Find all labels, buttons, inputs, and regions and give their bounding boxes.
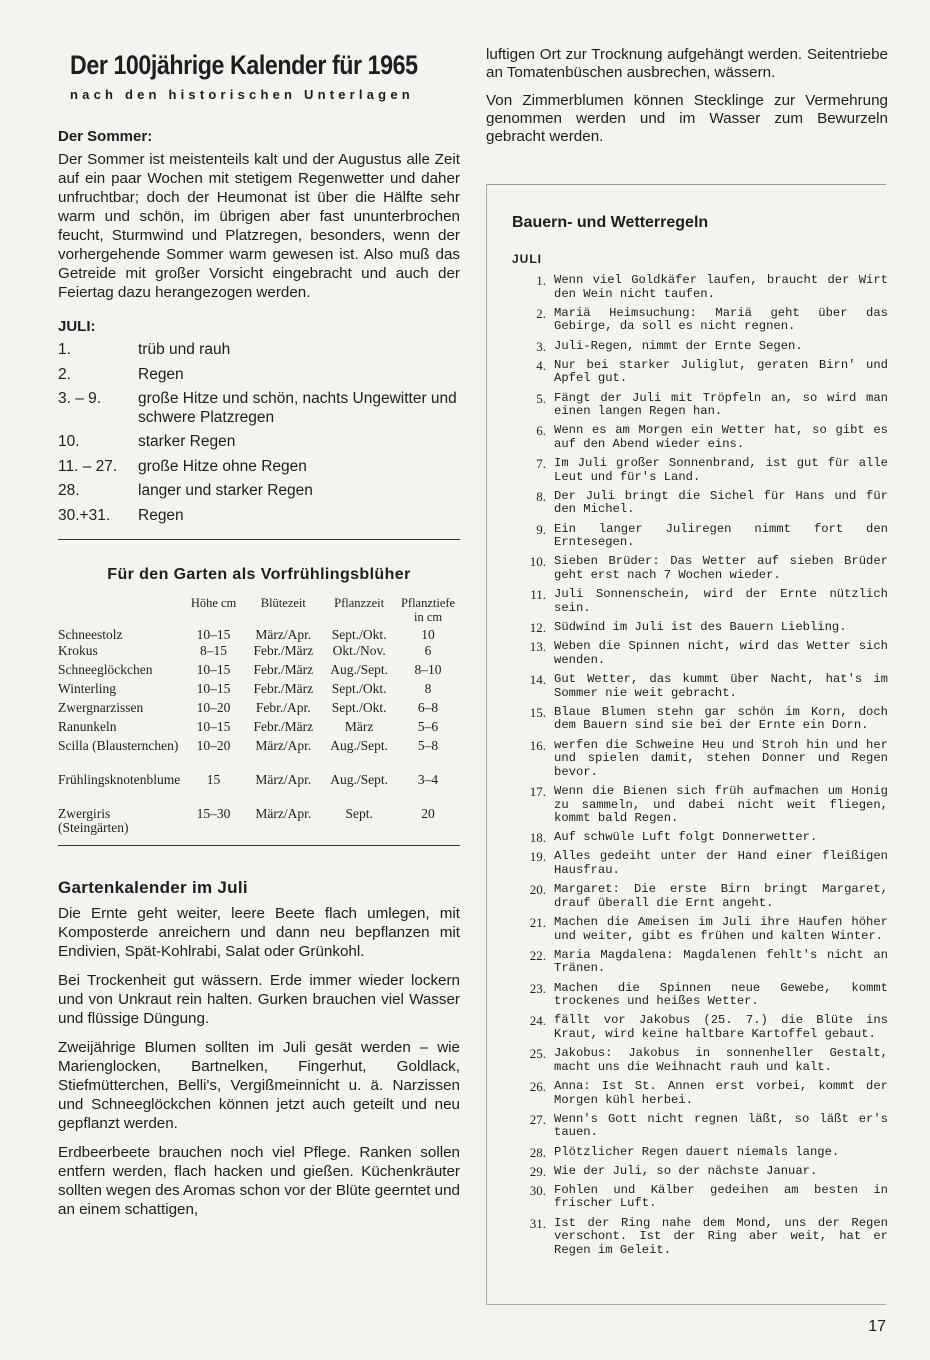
rule-number: 9. <box>536 521 546 537</box>
page-title: Der 100jährige Kalender für 1965 <box>70 50 418 80</box>
rule-text: Südwind im Juli ist des Bauern Liebling. <box>554 620 847 634</box>
rule-text: Gut Wetter, das kummt über Nacht, hat's im Sommer nie weit gebracht. <box>554 671 888 700</box>
flower-height: 10–20 <box>196 700 231 715</box>
summer-text: Der Sommer ist meistenteils kalt und der Augustus alle Zeit auf ein paar Wochen mit stetigem Regenwetter und daher unfruchtbar; doch der Heumonat ist über die Hälfte sehr warm und schön, im übrigen aber fast ununterbrochen feucht, Sturmwind und Platzregen, besonders, wenn der vorhergehende Sommer warm gewesen ist. Also muß das Getreide mit großer Vorsicht eingebracht und auch der Feiertag dazu herangezogen werden. <box>58 151 460 301</box>
rule-number: 4. <box>536 357 546 373</box>
list-item <box>512 640 888 667</box>
rule-number: 22. <box>529 947 546 963</box>
flower-bloom: Febr./März <box>253 719 314 734</box>
flower-plant: Aug./Sept. <box>330 738 389 753</box>
list-item <box>512 785 888 826</box>
list-item <box>58 507 460 526</box>
flower-height: 10–20 <box>196 738 231 753</box>
juli-date: 30.+31. <box>58 506 111 524</box>
rule-number: 3. <box>536 338 546 354</box>
rule-number: 25. <box>529 1046 546 1062</box>
rule-number: 31. <box>529 1215 546 1231</box>
rule-number: 14. <box>529 671 546 687</box>
list-item <box>512 1217 888 1258</box>
rule-number: 29. <box>529 1163 546 1179</box>
table-row <box>58 807 460 837</box>
list-item <box>512 739 888 780</box>
rule-text: werfen die Schweine Heu und Stroh hin und her und spielen damit, stehen Donner und Regen bevor. <box>554 737 888 779</box>
rule-number: 6. <box>536 423 546 439</box>
flower-depth: 3–4 <box>417 772 439 787</box>
rule-text: Ist der Ring nahe dem Mond, uns der Regen verschont. Ist der Ring aber weit, hat er Regen im Geleit. <box>554 1215 888 1257</box>
list-item <box>58 458 460 477</box>
list-item <box>512 1165 888 1179</box>
garden-calendar-heading: Gartenkalender im Juli <box>58 878 248 897</box>
rule-text: fällt vor Jakobus (25. 7.) die Blüte ins Kraut, wird keine haltbare Kartoffel gebaut. <box>554 1013 888 1041</box>
flower-height: 15 <box>206 772 221 787</box>
juli-date: 3. – 9. <box>58 390 102 407</box>
juli-text: trüb und rauh <box>138 341 231 358</box>
rule-number: 20. <box>529 882 546 898</box>
flower-height: 15–30 <box>196 806 231 821</box>
list-item <box>512 457 888 484</box>
box-border-left <box>486 184 487 1304</box>
rule-number: 17. <box>529 783 546 799</box>
rule-number: 12. <box>529 620 546 635</box>
list-item <box>512 883 888 910</box>
rule-number: 11. <box>530 587 546 603</box>
rule-number: 30. <box>529 1182 546 1198</box>
flower-plant: Sept. <box>345 806 373 821</box>
flower-plant: Aug./Sept. <box>330 662 389 677</box>
flower-height: 10–15 <box>196 681 231 696</box>
list-item <box>512 1184 888 1211</box>
list-item <box>512 673 888 700</box>
flower-height: 10–15 <box>196 662 231 677</box>
rule-number: 19. <box>529 849 546 865</box>
flower-plant: Sept./Okt. <box>331 700 387 715</box>
rule-number: 15. <box>529 704 546 720</box>
flower-bloom: März/Apr. <box>255 738 312 753</box>
flower-name: Zwergnarzissen <box>58 700 144 715</box>
juli-date: 2. <box>58 365 71 383</box>
juli-text: Regen <box>138 506 184 524</box>
juli-heading: JULI: <box>58 318 96 335</box>
left-column <box>58 44 460 1219</box>
box-border-top <box>486 184 886 185</box>
flower-name: Scilla (Blausternchen) <box>58 738 179 753</box>
table-row <box>58 663 460 682</box>
list-item <box>58 366 460 385</box>
flower-bloom: Febr./März <box>253 662 314 677</box>
list-item <box>512 1080 888 1107</box>
rule-number: 26. <box>529 1078 546 1094</box>
flower-plant: Okt./Nov. <box>332 643 386 658</box>
flower-bloom: Febr./März <box>253 681 314 696</box>
list-item <box>512 1014 888 1041</box>
juli-date: 11. – 27. <box>58 457 118 475</box>
flower-bloom: März/Apr. <box>255 806 312 821</box>
right-column <box>486 46 888 1263</box>
rule-text: Machen die Spinnen neue Gewebe, kommt trockenes und heißes Wetter. <box>554 980 888 1009</box>
garden-calendar-paragraph: Zweijährige Blumen sollten im Juli gesät werden – wie Marienglocken, Bartnelken, Fingerhut, Goldlack, Stiefmütterchen, Belli's, Vergißmeinnicht u. ä. Narzissen und Schneeglöckchen können jetzt auch geteilt und neu gepflanzt werden. <box>58 1039 460 1132</box>
continued-paragraph: luftigen Ort zur Trocknung aufgehängt werden. Seitentriebe an Tomatenbüschen ausbrechen, wässern. <box>486 46 888 81</box>
rule-text: Maria Magdalena: Magdalenen fehlt's nicht an Tränen. <box>554 947 888 976</box>
flower-depth: 5–6 <box>417 719 439 734</box>
table-header: Pflanztiefe in cm <box>400 596 456 624</box>
flower-depth: 20 <box>421 806 435 821</box>
continued-paragraph: Von Zimmerblumen können Stecklinge zur Vermehrung genommen werden und im Wasser zum Bewurzeln gebracht werden. <box>486 92 888 145</box>
rule-text: Margaret: Die erste Birn bringt Margaret, drauf überall die Ernt angeht. <box>554 882 888 910</box>
weather-rules-month: JULI <box>512 252 543 266</box>
rule-text: Blaue Blumen stehn gar schön im Korn, doch dem Bauern sind sie bei der Ernte ein Dorn. <box>554 704 888 733</box>
flower-bloom: Febr./Apr. <box>255 700 311 715</box>
garden-calendar-paragraph: Bei Trockenheit gut wässern. Erde immer wieder lockern und von Unkraut rein halten. Gurken brauchen viel Wasser und flüssige Düngung. <box>58 972 460 1027</box>
juli-text: Regen <box>138 365 184 383</box>
table-header: Höhe cm <box>190 596 237 610</box>
rule-number: 8. <box>536 488 546 504</box>
rule-number: 13. <box>529 639 546 655</box>
flower-height: 10–15 <box>196 627 231 642</box>
list-item <box>512 1113 888 1140</box>
list-item <box>512 831 888 845</box>
table-row <box>58 739 460 773</box>
flowers-table <box>58 596 460 837</box>
rule-text: Machen die Ameisen im Juli ihre Haufen höher und weiter, gibt es frühen und kalten Winter. <box>554 915 888 943</box>
rule-text: Plötzlicher Regen dauert niemals lange. <box>554 1144 840 1159</box>
rule-text: Fohlen und Kälber gedeihen am besten in frischer Luft. <box>554 1182 888 1211</box>
rule-number: 21. <box>529 915 546 931</box>
flower-height: 10–15 <box>196 719 231 734</box>
rule-number: 16. <box>529 737 546 753</box>
flower-name: Schneeglöckchen <box>58 662 153 677</box>
flower-bloom: März/Apr. <box>255 627 312 642</box>
rule-text: Alles gedeiht unter der Hand einer fleißigen Hausfrau. <box>554 849 888 878</box>
flower-plant: Sept./Okt. <box>331 681 387 696</box>
juli-text: große Hitze ohne Regen <box>138 457 307 475</box>
list-item <box>512 424 888 451</box>
page-subtitle: nach den historischen Unterlagen <box>70 87 414 102</box>
rule-text: Der Juli bringt die Sichel für Hans und für den Michel. <box>554 488 888 517</box>
rule-text: Jakobus: Jakobus in sonnenheller Gestalt, macht uns die Weihnacht rauh und kalt. <box>554 1046 888 1074</box>
rule-number: 18. <box>529 830 546 846</box>
juli-text: starker Regen <box>138 433 236 450</box>
list-item <box>512 1146 888 1160</box>
list-item <box>512 850 888 877</box>
list-item <box>58 482 460 501</box>
rule-text: Wenn es am Morgen ein Wetter hat, so gibt es auf den Abend wieder eins. <box>554 423 888 451</box>
summer-heading: Der Sommer: <box>58 128 153 145</box>
rule-number: 28. <box>529 1144 546 1160</box>
juli-date: 28. <box>58 482 80 499</box>
list-item <box>512 621 888 635</box>
list-item <box>512 490 888 517</box>
rule-number: 23. <box>529 980 546 996</box>
flower-depth: 8–10 <box>414 662 442 677</box>
juli-weather-list <box>58 341 460 525</box>
table-row <box>58 624 460 644</box>
flower-depth: 6–8 <box>417 700 439 715</box>
rule-number: 27. <box>529 1111 546 1127</box>
rule-text: Wenn's Gott nicht regnen läßt, so läßt er's tauen. <box>554 1111 888 1140</box>
flower-name: Frühlingsknotenblume <box>58 772 181 787</box>
table-row <box>58 644 460 663</box>
rule-text: Anna: Ist St. Annen erst vorbei, kommt der Morgen kühl herbei. <box>554 1078 888 1107</box>
juli-date: 1. <box>58 341 71 358</box>
flower-height: 8–15 <box>200 643 228 658</box>
list-item <box>58 390 460 427</box>
rule-number: 24. <box>529 1013 546 1029</box>
list-item <box>512 274 888 301</box>
flower-plant: März <box>344 719 374 734</box>
rule-text: Fängt der Juli mit Tröpfeln an, so wird man einen langen Regen han. <box>554 390 888 419</box>
flower-plant: Aug./Sept. <box>330 772 389 787</box>
table-row <box>58 701 460 720</box>
rule-text: Mariä Heimsuchung: Mariä geht über das Gebirge, da soll es nicht regnen. <box>554 305 888 334</box>
list-item <box>512 982 888 1009</box>
juli-date: 10. <box>58 433 80 450</box>
table-row <box>58 682 460 701</box>
flower-plant: Sept./Okt. <box>331 627 387 642</box>
table-row <box>58 720 460 739</box>
table-header-name <box>58 596 183 624</box>
rule-text: Im Juli großer Sonnenbrand, ist gut für alle Leut und für's Land. <box>554 456 888 484</box>
list-item <box>58 433 460 452</box>
rule-text: Sieben Brüder: Das Wetter auf sieben Brüder geht erst nach 7 Wochen wieder. <box>554 554 888 583</box>
rule-text: Juli-Regen, nimmt der Ernte Segen. <box>554 338 803 353</box>
rule-number: 5. <box>536 390 546 406</box>
garden-calendar-paragraph: Die Ernte geht weiter, leere Beete flach umlegen, mit Komposterde anreichern und dann neu bepflanzen mit Endivien, Spät-Kohlrabi, Salat oder Grünkohl. <box>58 905 460 960</box>
table-header: Blütezeit <box>260 596 306 610</box>
weather-rules-list <box>512 274 888 1257</box>
list-item <box>512 307 888 334</box>
flower-name: Winterling <box>58 681 116 696</box>
table-row <box>58 773 460 807</box>
rule-text: Juli Sonnenschein, wird der Ernte nützlich sein. <box>554 587 888 615</box>
weather-rules-heading: Bauern- und Wetterregeln <box>512 214 709 231</box>
flower-name: Krokus <box>58 643 98 658</box>
rule-text: Weben die Spinnen nicht, wird das Wetter sich wenden. <box>554 639 888 667</box>
rule-text: Nur bei starker Juliglut, geraten Birn' und Apfel gut. <box>554 357 888 386</box>
rule-number: 7. <box>536 456 546 472</box>
flower-name: Ranunkeln <box>58 719 117 734</box>
list-item <box>512 916 888 943</box>
flower-name: Zwergiris (Steingärten) <box>58 806 129 835</box>
list-item <box>512 949 888 976</box>
rule-text: Wenn die Bienen sich früh aufmachen um Honig zu sammeln, und dabei nicht weit fliegen, kommt bald Regen. <box>554 783 888 826</box>
flower-depth: 10 <box>421 627 435 642</box>
list-item <box>512 523 888 550</box>
flower-name: Schneestolz <box>58 627 123 642</box>
flower-bloom: März/Apr. <box>255 772 312 787</box>
flower-bloom: Febr./März <box>253 643 314 658</box>
list-item <box>512 1047 888 1074</box>
garden-flowers-heading: Für den Garten als Vorfrühlingsblüher <box>107 566 411 583</box>
list-item <box>58 341 460 360</box>
list-item <box>512 392 888 419</box>
rule-number: 2. <box>536 305 546 321</box>
flower-depth: 8 <box>424 681 432 696</box>
box-border-bottom <box>486 1304 886 1305</box>
page-number: 17 <box>868 1318 886 1335</box>
list-item <box>512 555 888 582</box>
rule-text: Auf schwüle Luft folgt Donnerwetter. <box>554 830 818 845</box>
list-item <box>512 706 888 733</box>
list-item <box>512 340 888 354</box>
rule-text: Wenn viel Goldkäfer laufen, braucht der Wirt den Wein nicht taufen. <box>554 273 888 301</box>
rule-text: Wie der Juli, so der nächste Januar. <box>554 1163 818 1178</box>
list-item <box>512 588 888 615</box>
list-item <box>512 359 888 386</box>
flower-depth: 6 <box>424 643 432 658</box>
rule-number: 10. <box>529 554 546 570</box>
garden-calendar-paragraph: Erdbeerbeete brauchen noch viel Pflege. Ranken sollen entfern werden, flach hacken und gießen. Küchenkräuter sollten wegen des Aromas schon vor der Blüte geerntet und an einem schattigen, <box>58 1144 460 1218</box>
juli-text: langer und starker Regen <box>138 482 313 499</box>
juli-text: große Hitze und schön, nachts Ungewitter und schwere Platzregen <box>138 390 457 426</box>
rule-number: 1. <box>536 273 546 288</box>
rule-text: Ein langer Juliregen nimmt fort den Erntesegen. <box>554 521 888 550</box>
flower-depth: 5–8 <box>417 738 439 753</box>
table-header: Pflanzzeit <box>334 596 385 610</box>
